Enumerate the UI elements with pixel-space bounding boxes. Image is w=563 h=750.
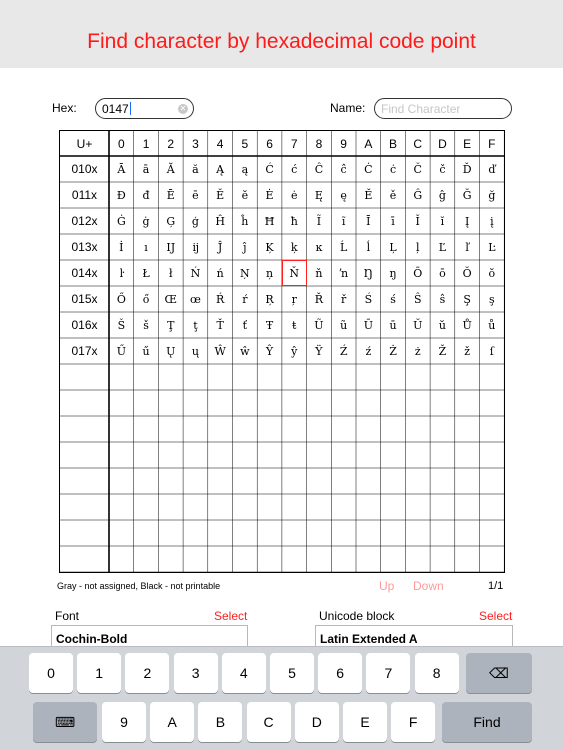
character-cell[interactable]: ć [291,162,298,176]
character-cell[interactable]: Ę [314,188,323,202]
character-cell[interactable]: ē [192,188,199,202]
key-5[interactable]: 5 [270,653,314,693]
character-cell[interactable]: ĵ [243,240,247,254]
key-8[interactable]: 8 [415,653,459,693]
character-cell[interactable]: ě [389,188,397,202]
character-cell[interactable]: ŵ [240,344,250,358]
page-down-button[interactable]: Down [413,579,444,593]
character-cell[interactable]: Ē [166,188,175,202]
key-d[interactable]: D [295,702,339,742]
character-cell[interactable]: Į [464,214,470,228]
character-cell[interactable]: Ŋ [363,266,373,280]
key-b[interactable]: B [198,702,242,742]
row-header: 012x [71,214,98,228]
key-c[interactable]: C [247,702,291,742]
character-cell[interactable]: ź [365,344,372,358]
character-cell[interactable]: ő [142,292,150,306]
character-cell[interactable]: Ĩ [316,214,322,228]
character-cell[interactable]: Ġ [116,214,126,228]
column-header: 4 [216,136,224,151]
character-cell[interactable]: ſ [489,344,494,358]
character-cell[interactable]: š [143,318,149,332]
character-cell[interactable]: ă [192,162,199,176]
character-cell[interactable]: ň [315,266,323,280]
character-cell[interactable]: Œ [164,292,177,306]
character-cell[interactable]: ī [391,214,395,228]
row-header: 014x [71,266,98,280]
row-header: 015x [71,292,98,306]
character-cell[interactable]: Ś [364,292,373,306]
character-cell[interactable]: ų [191,344,199,358]
character-cell[interactable]: ŀ [119,266,124,280]
unicode-block-field[interactable]: Latin Extended A [315,625,513,650]
unicode-block-select-button[interactable]: Select [479,609,513,623]
character-cell[interactable]: Ż [389,344,397,358]
character-cell[interactable]: Ő [116,292,126,306]
character-cell[interactable]: ŏ [488,266,496,280]
character-cell[interactable]: Ă [166,162,175,176]
character-cell[interactable]: ċ [389,162,397,176]
character-cell[interactable]: Ŀ [488,240,496,254]
character-cell[interactable]: Ŝ [413,292,422,306]
character-cell[interactable]: ũ [340,318,348,332]
key-0[interactable]: 0 [29,653,73,693]
font-field[interactable]: Cochin-Bold [51,625,248,650]
character-cell[interactable]: Ų [166,344,176,358]
character-cell[interactable]: Ī [366,214,371,228]
selected-character-cell[interactable]: Ň [282,260,307,286]
character-cell[interactable]: Ũ [314,318,324,332]
character-cell[interactable]: Ŏ [462,266,472,280]
character-cell[interactable]: ķ [290,240,298,254]
character-cell[interactable]: ā [142,162,150,176]
grid-corner-header: U+ [76,136,93,151]
character-cell[interactable]: Ń [190,266,201,280]
column-header: B [389,136,398,151]
character-cell[interactable]: đ [142,188,150,202]
character-cell[interactable]: Ċ [364,162,373,176]
character-cell[interactable]: Ķ [265,240,274,254]
character-cell[interactable]: ņ [265,266,274,280]
key-f[interactable]: F [391,702,435,742]
character-cell[interactable]: Ģ [166,214,176,228]
hex-input[interactable] [95,98,194,119]
character-cell[interactable]: ĺ [366,240,371,254]
row-header: 013x [71,240,98,254]
character-cell[interactable]: Ĝ [413,188,423,202]
character-cell[interactable]: ĕ [241,188,249,202]
character-cell[interactable]: ŝ [439,292,446,306]
character-cell[interactable]: ŷ [291,344,298,358]
name-search-input[interactable] [374,98,512,119]
character-cell[interactable]: ż [414,344,421,358]
character-cell[interactable]: Ŗ [265,292,274,306]
character-cell[interactable]: Ű [116,344,126,358]
character-cell[interactable]: Ō [413,266,423,280]
character-cell[interactable]: Ů [462,318,472,332]
character-cell[interactable]: ŧ [292,318,297,332]
character-cell[interactable]: ŋ [389,266,397,280]
text-caret [130,102,131,115]
character-cell[interactable]: Ŵ [214,344,226,358]
character-cell[interactable]: ń [216,266,224,280]
hex-input-value: 0147 [102,102,129,116]
character-cell[interactable]: Ť [216,318,224,332]
character-cell[interactable]: Ė [265,188,274,202]
key-3[interactable]: 3 [174,653,218,693]
keyboard-dismiss-icon[interactable]: ⌨ [33,702,97,742]
character-cell[interactable]: Ħ [264,214,275,228]
name-label: Name: [330,101,366,115]
title-banner [0,0,563,68]
character-cell[interactable]: Ĉ [314,162,324,176]
column-header: 6 [266,136,273,151]
page-up-button[interactable]: Up [379,579,395,593]
character-cell[interactable]: ś [390,292,396,306]
row-header: 016x [71,318,98,332]
column-header: 0 [118,136,125,151]
column-header: 2 [167,136,175,151]
key-4[interactable]: 4 [222,653,266,693]
key-6[interactable]: 6 [318,653,362,693]
character-cell[interactable]: Ĥ [215,214,225,228]
key-e[interactable]: E [343,702,387,742]
character-cell[interactable]: œ [189,292,201,306]
character-cell[interactable]: Č [413,162,422,176]
character-cell[interactable]: ľ [465,240,469,254]
character-cell[interactable]: ĉ [340,162,347,176]
row-header: 017x [71,344,98,358]
character-cell[interactable]: Ğ [462,188,472,202]
page-title: Find character by hexadecimal code point [87,30,476,53]
column-header: D [438,136,447,151]
column-header: 3 [192,136,199,151]
character-cell[interactable]: ž [464,344,471,358]
character-cell[interactable]: İ [119,240,124,254]
hex-label: Hex: [52,101,77,115]
character-cell[interactable]: į [490,214,494,228]
character-cell[interactable]: Š [117,318,126,332]
column-header: F [488,136,496,151]
font-select-button[interactable]: Select [214,609,248,623]
character-cell[interactable]: ħ [290,214,298,228]
character-cell[interactable]: Ŭ [413,318,423,332]
find-button[interactable]: Find [442,702,532,742]
column-header: 1 [142,136,150,151]
column-header: A [364,136,373,151]
character-cell[interactable]: Ÿ [315,344,323,358]
character-cell[interactable]: ŉ [338,266,349,280]
character-cell[interactable]: Ě [364,188,373,202]
character-cell[interactable]: č [439,162,446,176]
character-cell[interactable]: Ū [363,318,373,332]
character-cell[interactable]: Ĕ [216,188,225,202]
character-cell[interactable]: ė [290,188,298,202]
row-header: 011x [71,188,98,202]
character-cell[interactable]: Ĳ [166,240,176,254]
column-header: C [413,136,423,151]
character-cell[interactable]: ď [488,162,496,176]
character-cell[interactable]: Ĭ [415,214,420,228]
character-cell[interactable]: Ŕ [215,292,225,306]
character-cell[interactable]: ĩ [341,214,346,228]
character-cell[interactable]: ġ [142,214,150,228]
page-indicator: 1/1 [488,580,504,592]
character-cell[interactable]: ş [489,292,495,306]
character-cell[interactable]: Ź [339,344,348,358]
key-9[interactable]: 9 [102,702,146,742]
character-cell[interactable]: Ņ [240,266,250,280]
key-1[interactable]: 1 [77,653,121,693]
character-cell[interactable]: ļ [415,240,420,254]
column-header: 5 [241,136,249,151]
character-cell[interactable]: ğ [488,188,496,202]
column-header: 8 [315,136,323,151]
character-cell[interactable]: Ļ [389,240,397,254]
character-cell[interactable]: Ľ [438,240,447,254]
character-cell[interactable]: ř [341,292,347,306]
character-cell[interactable]: Ž [438,344,447,358]
character-cell[interactable]: ű [142,344,150,358]
column-header: 9 [340,136,347,151]
character-cell[interactable]: Ŧ [265,318,274,332]
character-cell[interactable]: Ŷ [265,344,274,358]
character-cell[interactable]: ŗ [291,292,297,306]
character-grid [59,130,505,573]
character-cell[interactable]: Ć [265,162,274,176]
character-cell[interactable]: ť [242,318,248,332]
column-header: E [463,136,472,151]
character-cell[interactable]: ĝ [438,188,446,202]
clear-icon[interactable]: ✕ [179,104,187,113]
character-cell[interactable]: ţ [193,318,198,332]
column-header: 7 [290,136,298,151]
character-cell[interactable]: ů [488,318,496,332]
character-cell[interactable]: ģ [191,214,199,228]
character-cell[interactable]: Ř [314,292,324,306]
row-header: 010x [71,162,98,176]
character-cell[interactable]: Ţ [167,318,175,332]
character-cell[interactable]: ŕ [242,292,248,306]
character-cell[interactable]: Ď [462,162,472,176]
character-cell[interactable]: ū [389,318,397,332]
character-cell[interactable]: ĥ [241,214,249,228]
character-cell[interactable]: ō [439,266,446,280]
character-cell[interactable]: Ł [142,266,150,280]
character-cell[interactable]: Ĺ [339,240,348,254]
character-cell[interactable]: ı [144,240,148,254]
character-cell[interactable]: ą [241,162,249,176]
key-7[interactable]: 7 [366,653,410,693]
character-cell[interactable]: Ā [117,162,126,176]
character-cell[interactable]: Ĵ [217,240,223,254]
character-cell[interactable]: Ş [463,292,471,306]
backspace-icon[interactable]: ⌫ [466,653,532,693]
character-cell[interactable]: ŭ [438,318,446,332]
color-legend: Gray - not assigned, Black - not printable [57,581,221,591]
character-cell[interactable]: Ą [216,162,225,176]
character-cell[interactable]: ł [168,266,173,280]
character-cell[interactable]: Đ [116,188,126,202]
character-cell[interactable]: ĸ [315,240,323,254]
hex-keyboard [0,646,563,750]
font-label: Font [55,609,80,623]
character-cell[interactable]: ĭ [440,214,445,228]
key-2[interactable]: 2 [125,653,169,693]
key-a[interactable]: A [150,702,194,742]
character-cell[interactable]: ĳ [192,240,199,254]
unicode-block-label: Unicode block [319,609,395,623]
character-cell[interactable]: ę [340,188,347,202]
